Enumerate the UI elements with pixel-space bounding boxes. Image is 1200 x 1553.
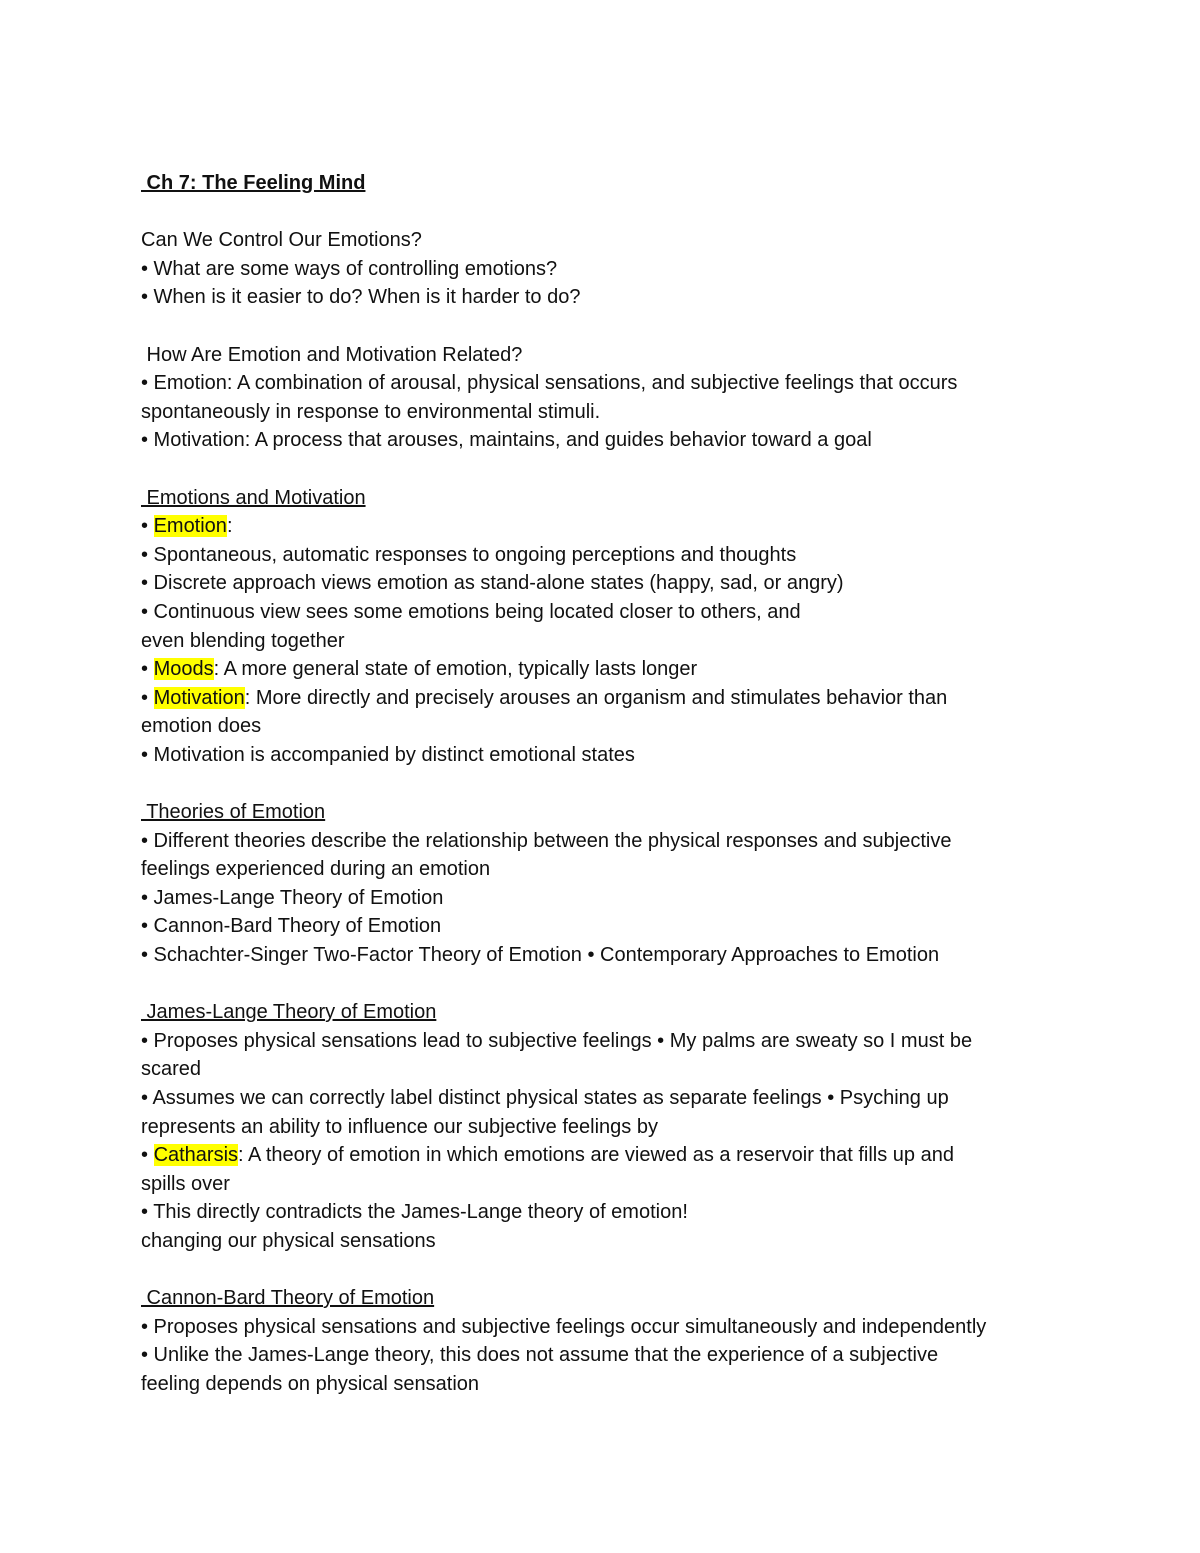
bullet-item: • Schachter-Singer Two-Factor Theory of Emotion • Contemporary Approaches to Emotion — [141, 944, 940, 967]
term-definition: : A more general state of emotion, typically lasts longer — [213, 658, 698, 681]
bullet-item: • What are some ways of controlling emotions? — [141, 257, 558, 280]
bullet-item: • Motivation: A process that arouses, maintains, and guides behavior toward a goal — [141, 429, 872, 452]
section-heading-emotions-and-motivation: Emotions and Motivation — [141, 486, 366, 509]
bullet-marker: • — [141, 515, 154, 538]
spacer — [141, 1256, 1141, 1285]
bullet-item-continuation: spills over — [141, 1172, 230, 1195]
bullet-item: • Proposes physical sensations and subjective feelings occur simultaneously and independently — [141, 1315, 987, 1338]
section-heading-control-emotions: Can We Control Our Emotions? — [141, 229, 422, 252]
document-page — [141, 169, 1141, 1399]
bullet-item-continuation: even blending together — [141, 629, 345, 652]
term-definition: : More directly and precisely arouses an organism and stimulates behavior than — [244, 686, 948, 709]
bullet-item: • Emotion: A combination of arousal, physical sensations, and subjective feelings that occurs — [141, 372, 958, 395]
bullet-item: • Discrete approach views emotion as stand-alone states (happy, sad, or angry) — [141, 572, 844, 595]
bullet-item-continuation: scared — [141, 1058, 202, 1081]
section-heading-cannon-bard: Cannon-Bard Theory of Emotion — [141, 1287, 435, 1310]
bullet-item: • Motivation is accompanied by distinct emotional states — [141, 743, 635, 766]
bullet-item-continuation: emotion does — [141, 715, 262, 738]
highlighted-term: Catharsis — [153, 1144, 239, 1167]
bullet-item: • When is it easier to do? When is it harder to do? — [141, 286, 581, 309]
bullet-item-catharsis — [141, 1141, 1141, 1170]
bullet-item-continuation: feeling depends on physical sensation — [141, 1372, 480, 1395]
bullet-item: • James-Lange Theory of Emotion — [141, 886, 444, 909]
highlighted-term: Emotion — [153, 515, 227, 538]
bullet-item-emotion — [141, 512, 1141, 541]
bullet-item: • Assumes we can correctly label distinct physical states as separate feelings • Psyching up — [141, 1087, 949, 1109]
bullet-marker: • — [141, 686, 154, 709]
section-heading-james-lange: James-Lange Theory of Emotion — [141, 1001, 437, 1024]
bullet-item: • Different theories describe the relationship between the physical responses and subjective — [141, 829, 952, 852]
bullet-marker: • — [141, 658, 154, 681]
highlighted-term: Moods — [153, 658, 214, 681]
term-definition: : A theory of emotion in which emotions are viewed as a reservoir that fills up and — [238, 1144, 954, 1167]
spacer — [141, 312, 1141, 341]
document-title: Ch 7: The Feeling Mind — [141, 172, 366, 194]
section-heading-theories-of-emotion: Theories of Emotion — [141, 801, 326, 824]
spacer — [141, 769, 1141, 798]
highlighted-term: Motivation — [153, 686, 245, 709]
bullet-item: • This directly contradicts the James-Lange theory of emotion! — [141, 1201, 688, 1224]
term-definition: : — [226, 515, 233, 538]
text-line: changing our physical sensations — [141, 1229, 436, 1252]
bullet-item: • Proposes physical sensations lead to subjective feelings • My palms are sweaty so I must be — [141, 1029, 973, 1052]
spacer — [141, 198, 1141, 227]
bullet-item-continuation: spontaneously in response to environmental stimuli. — [141, 400, 601, 423]
bullet-item-continuation: represents an ability to influence our subjective feelings by — [141, 1115, 658, 1138]
spacer — [141, 970, 1141, 999]
bullet-item: • Continuous view sees some emotions being located closer to others, and — [141, 600, 801, 623]
spacer — [141, 455, 1141, 484]
bullet-marker: • — [141, 1144, 154, 1167]
bullet-item: • Spontaneous, automatic responses to ongoing perceptions and thoughts — [141, 543, 797, 566]
bullet-item: • Unlike the James-Lange theory, this does not assume that the experience of a subjective — [141, 1344, 939, 1367]
bullet-item-moods — [141, 655, 1141, 684]
bullet-item-continuation: feelings experienced during an emotion — [141, 858, 491, 881]
bullet-item: • Cannon-Bard Theory of Emotion — [141, 915, 442, 938]
section-heading-emotion-motivation-related: How Are Emotion and Motivation Related? — [141, 343, 523, 366]
bullet-item-motivation — [141, 684, 1141, 713]
